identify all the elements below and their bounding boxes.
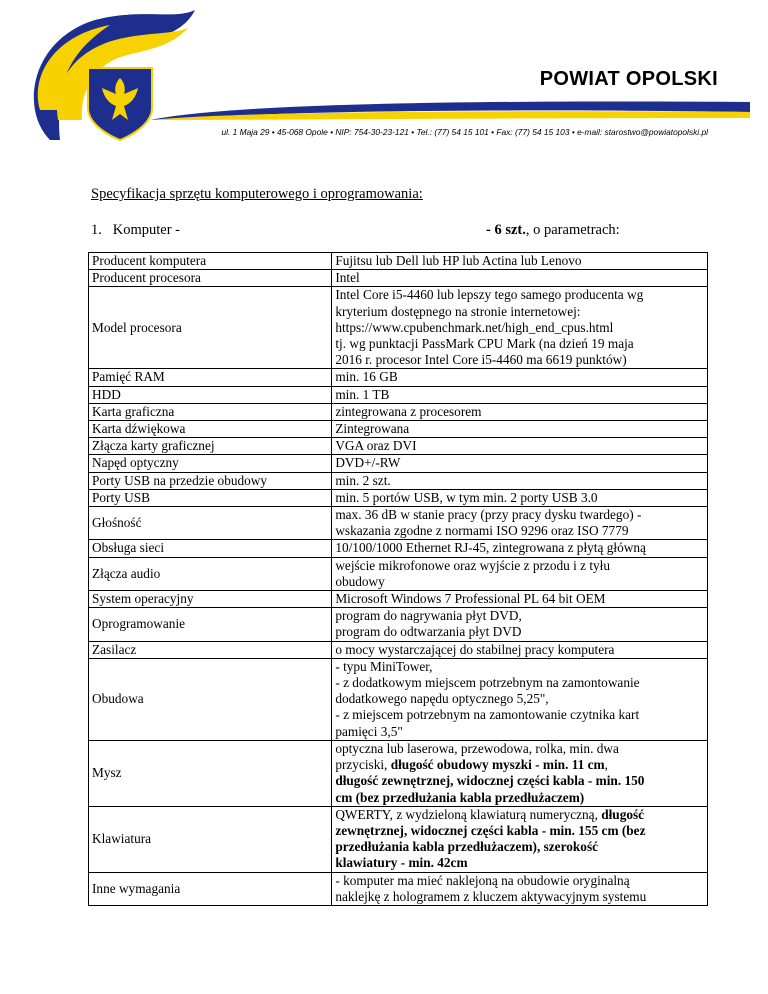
value-line: wskazania zgodne z normami ISO 9296 oraz ISO 7779 (335, 523, 629, 539)
item-quantity (486, 222, 620, 239)
spec-value: VGA oraz DVI (332, 438, 708, 455)
spec-value: min. 2 szt. (332, 472, 708, 489)
spec-label: Porty USB na przedzie obudowy (89, 472, 332, 489)
spec-value (332, 658, 708, 740)
spec-label: Zasilacz (89, 641, 332, 658)
value-line: tj. wg punktacji PassMark CPU Mark (na dzień 19 maja (335, 336, 634, 352)
value-bold: zewnętrznej, widocznej części kabla - min. 155 cm (bez (335, 822, 646, 838)
spec-value: min. 1 TB (332, 386, 708, 403)
spec-label: Złącza karty graficznej (89, 438, 332, 455)
spec-value: Fujitsu lub Dell lub HP lub Actina lub Lenovo (332, 253, 708, 270)
value-bold: długość obudowy myszki - min. 11 cm (390, 757, 605, 773)
spec-value: 10/100/1000 Ethernet RJ-45, zintegrowana z płytą główną (332, 540, 708, 557)
item-number: 1. (91, 222, 102, 238)
value-line: naklejkę z hologramem z kluczem aktywacyjnym systemu (335, 888, 647, 904)
spec-label: System operacyjny (89, 591, 332, 608)
value-bold: klawiatury - min. 42cm (335, 855, 468, 871)
spec-label: Głośność (89, 507, 332, 540)
item-heading (91, 222, 180, 239)
spec-value: zintegrowana z procesorem (332, 403, 708, 420)
value-line: wejście mikrofonowe oraz wyjście z przodu i z tyłu (335, 557, 611, 573)
value-bold: długość zewnętrznej, widocznej części kabla - min. 150 (335, 773, 645, 789)
value-line: dodatkowego napędu optycznego 5,25", (335, 691, 549, 707)
value-bold: przedłużania kabla przedłużaczem), szerokość (335, 839, 599, 855)
spec-value (332, 740, 708, 806)
value-text: , (604, 757, 608, 773)
table-row (89, 507, 708, 540)
table-row (89, 540, 708, 557)
powiat-crest-logo (0, 0, 200, 150)
spec-value: Microsoft Windows 7 Professional PL 64 bit OEM (332, 591, 708, 608)
document-title: Specyfikacja sprzętu komputerowego i oprogramowania: (91, 186, 423, 202)
table-row (89, 608, 708, 641)
table-row (89, 489, 708, 506)
spec-label: Napęd optyczny (89, 455, 332, 472)
table-row (89, 253, 708, 270)
spec-label: Karta dźwiękowa (89, 421, 332, 438)
table-row (89, 455, 708, 472)
item-qty-rest: , o parametrach: (525, 222, 620, 238)
table-row (89, 421, 708, 438)
spec-value: min. 5 portów USB, w tym min. 2 porty USB 3.0 (332, 489, 708, 506)
header-stripe (150, 98, 750, 120)
value-line: pamięci 3,5" (335, 723, 403, 739)
spec-value: Intel (332, 270, 708, 287)
spec-label: Obudowa (89, 658, 332, 740)
spec-label: Inne wymagania (89, 872, 332, 905)
value-line: - komputer ma mieć naklejoną na obudowie oryginalną (335, 872, 630, 888)
spec-label: HDD (89, 386, 332, 403)
spec-label: Porty USB (89, 489, 332, 506)
table-row (89, 641, 708, 658)
table-row (89, 369, 708, 386)
value-line: program do odtwarzania płyt DVD (335, 624, 522, 640)
spec-label: Złącza audio (89, 557, 332, 590)
spec-value: DVD+/-RW (332, 455, 708, 472)
spec-label: Producent procesora (89, 270, 332, 287)
table-row (89, 591, 708, 608)
value-line: kryterium dostępnego na stronie internetowej: (335, 303, 581, 319)
spec-label: Producent komputera (89, 253, 332, 270)
spec-value (332, 608, 708, 641)
spec-value (332, 557, 708, 590)
table-row (89, 270, 708, 287)
table-row (89, 438, 708, 455)
value-line: - z miejscem potrzebnym na zamontowanie czytnika kart (335, 707, 640, 723)
value-bold: długość (601, 806, 645, 822)
table-row (89, 806, 708, 872)
table-row (89, 386, 708, 403)
table-row (89, 557, 708, 590)
table-row (89, 287, 708, 369)
value-line: Intel Core i5-4460 lub lepszy tego samego producenta wg (335, 287, 644, 303)
table-row (89, 872, 708, 905)
value-line: https://www.cpubenchmark.net/high_end_cpus.html (335, 319, 614, 335)
organization-name: POWIAT OPOLSKI (539, 68, 718, 90)
spec-table (88, 252, 708, 906)
spec-value (332, 287, 708, 369)
value-line: 2016 r. procesor Intel Core i5-4460 ma 6619 punktów) (335, 352, 627, 368)
spec-label: Mysz (89, 740, 332, 806)
spec-value (332, 507, 708, 540)
spec-label: Pamięć RAM (89, 369, 332, 386)
spec-value: o mocy wystarczającej do stabilnej pracy komputera (332, 641, 708, 658)
value-line: - z dodatkowym miejscem potrzebnym na zamontowanie (335, 675, 640, 691)
spec-label: Model procesora (89, 287, 332, 369)
table-row (89, 403, 708, 420)
value-line: - typu MiniTower, (335, 658, 433, 674)
table-row (89, 658, 708, 740)
item-name: Komputer - (112, 222, 180, 238)
value-line: program do nagrywania płyt DVD, (335, 608, 522, 624)
value-line: obudowy (335, 573, 385, 589)
spec-label: Obsługa sieci (89, 540, 332, 557)
value-line: max. 36 dB w stanie pracy (przy pracy dysku twardego) - (335, 507, 642, 523)
value-text: przyciski, (335, 757, 391, 773)
value-line: optyczna lub laserowa, przewodowa, rolka, min. dwa (335, 740, 619, 756)
item-qty-bold: - 6 szt. (486, 222, 526, 238)
spec-label: Oprogramowanie (89, 608, 332, 641)
value-text: QWERTY, z wydzieloną klawiaturą numeryczną, (335, 806, 602, 822)
spec-value: Zintegrowana (332, 421, 708, 438)
spec-value (332, 872, 708, 905)
spec-label: Klawiatura (89, 806, 332, 872)
table-row (89, 472, 708, 489)
value-bold: cm (bez przedłużania kabla przedłużaczem) (335, 789, 585, 805)
spec-value: min. 16 GB (332, 369, 708, 386)
table-row (89, 740, 708, 806)
contact-line: ul. 1 Maja 29 • 45-068 Opole • NIP: 754-30-23-121 • Tel.: (77) 54 15 101 • Fax: (77) 54 15 103 • e-mail: starostwo@powiatopolski.pl (221, 127, 708, 137)
spec-label: Karta graficzna (89, 403, 332, 420)
spec-value (332, 806, 708, 872)
